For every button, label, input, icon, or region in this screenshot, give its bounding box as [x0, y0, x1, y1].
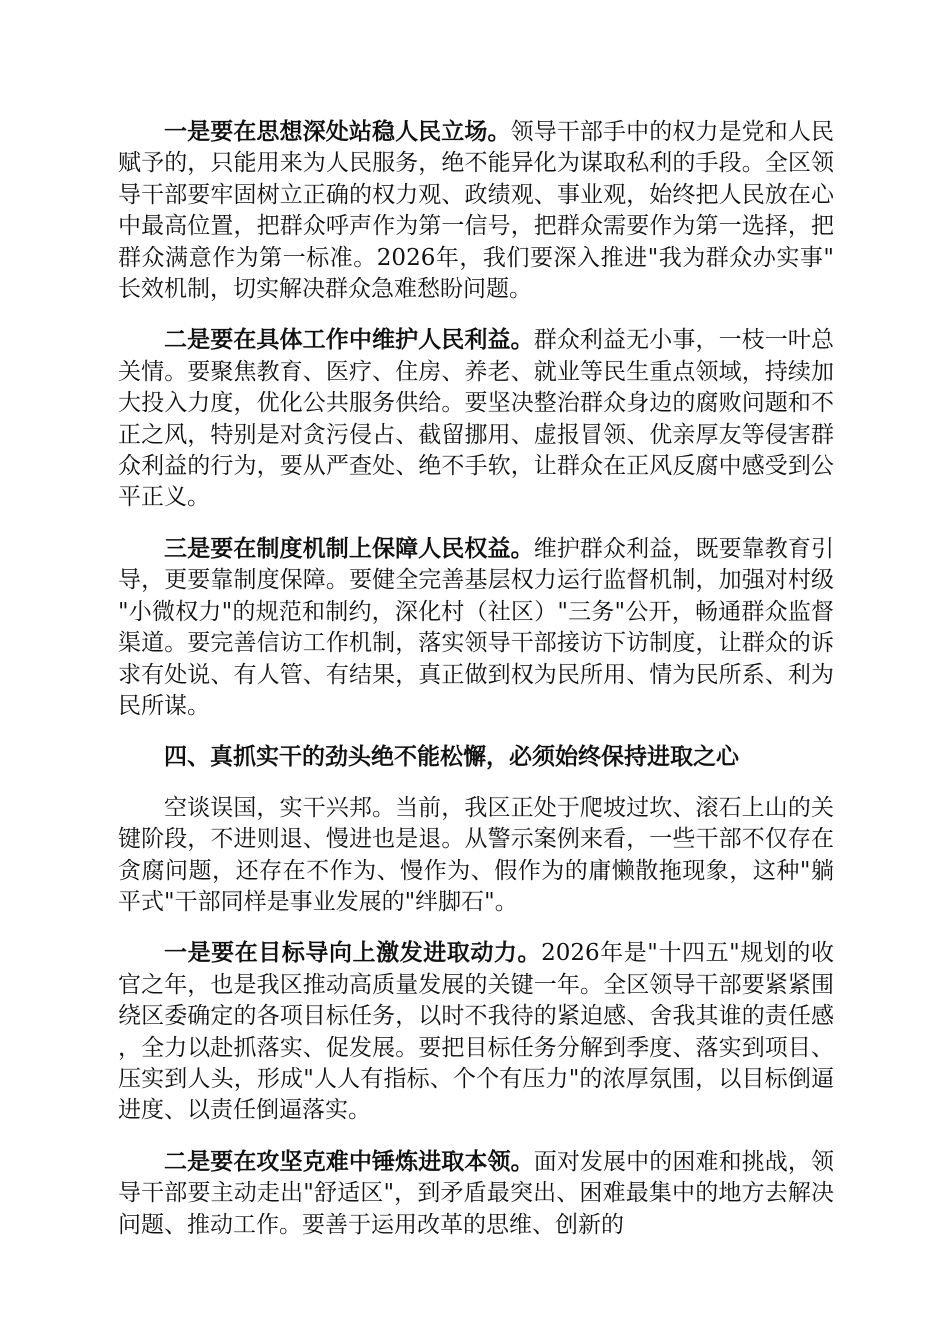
- paragraph-lead: 二是要在攻坚克难中锤炼进取本领。: [164, 1147, 534, 1175]
- paragraph-people-rights: [118, 533, 834, 722]
- paragraph-lead: 二是要在具体工作中维护人民利益。: [164, 326, 534, 354]
- paragraph-tackle-difficulties: [118, 1146, 834, 1241]
- paragraph-people-interests: [118, 324, 834, 513]
- paragraph-body: 群众利益无小事，一枝一叶总关情。要聚焦教育、医疗、住房、养老、就业等民生重点领域，持续加大投入力度，优化公共服务供给。要坚决整治群众身边的腐败问题和不正之风，特别是对贪污侵占、截留挪用、虚报冒领、优亲厚友等侵害群众利益的行为，要从严查处、绝不手软，让群众在正风反腐中感受到公平正义。: [118, 327, 835, 511]
- paragraph-intro: [118, 792, 834, 919]
- document-page: [118, 116, 834, 1260]
- paragraph-body: 空谈误国，实干兴邦。当前，我区正处于爬坡过坎、滚石上山的关键阶段，不进则退、慢进也是退。从警示案例来看，一些干部不仅存在贪腐问题，还存在不作为、慢作为、假作为的庸懒散拖现象，这种"躺平式"干部同样是事业发展的"绊脚石"。: [118, 794, 834, 915]
- paragraph-lead: 一是要在目标导向上激发进取动力。: [164, 939, 542, 967]
- paragraph-goal-orientation: [118, 937, 834, 1126]
- paragraph-body: 领导干部手中的权力是党和人民赋予的，只能用来为人民服务，绝不能异化为谋取私利的手段。全区领导干部要牢固树立正确的权力观、政绩观、事业观，始终把人民放在心中最高位置，把群众呼声作为第一信号，把群众需要作为第一选择，把群众满意作为第一标准。2026年，我们要深入推进"我为群众办实事"长效机制，切实解决群众急难愁盼问题。: [118, 119, 835, 303]
- paragraph-lead: 三是要在制度机制上保障人民权益。: [164, 534, 534, 562]
- paragraph-body: 面对发展中的困难和挑战，领导干部要主动走出"舒适区"，到矛盾最突出、困难最集中的地方去解决问题、推动工作。要善于运用改革的思维、创新的: [118, 1148, 835, 1238]
- section-heading: 四、真抓实干的劲头绝不能松懈，必须始终保持进取之心: [164, 743, 739, 771]
- paragraph-body: 维护群众利益，既要靠教育引导，更要靠制度保障。要健全完善基层权力运行监督机制，加强对村级"小微权力"的规范和制约，深化村（社区）"三务"公开，畅通群众监督渠道。要完善信访工作机制，落实领导干部接访下访制度，让群众的诉求有处说、有人管、有结果，真正做到权为民所用、情为民所系、利为民所谋。: [118, 535, 835, 719]
- paragraph-lead: 一是要在思想深处站稳人民立场。: [164, 118, 511, 145]
- paragraph-people-stance: [118, 116, 834, 305]
- paragraph-body: 2026年是"十四五"规划的收官之年，也是我区推动高质量发展的关键一年。全区领导干部要紧紧围绕区委确定的各项目标任务，以时不我待的紧迫感、舍我其谁的责任感，全力以赴抓落实、促发展。要把目标任务分解到季度、落实到项目、压实到人头，形成"人人有指标、个个有压力"的浓厚氛围，以目标倒逼进度、以责任倒逼落实。: [118, 940, 835, 1124]
